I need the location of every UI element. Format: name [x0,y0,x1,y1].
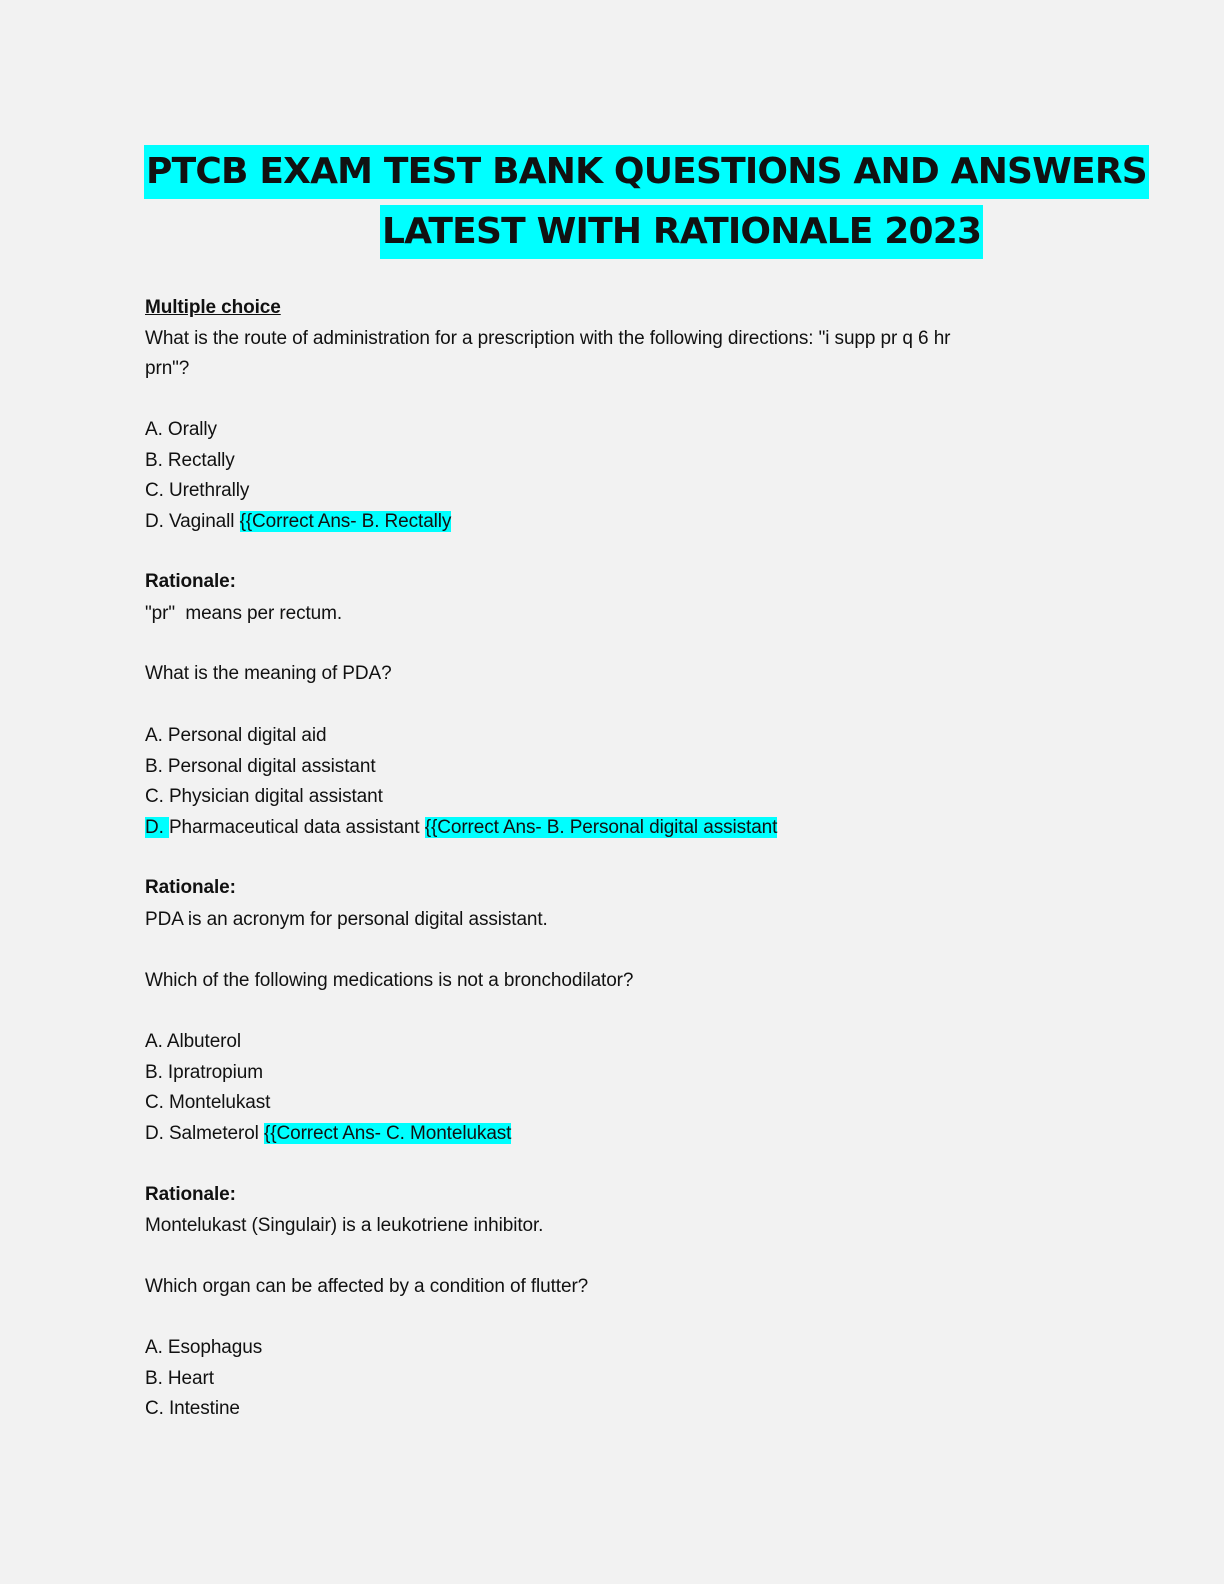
q1-option-c: C. Urethrally [145,480,250,501]
q4-option-a: A. Esophagus [145,1337,263,1358]
q1-option-a: A. Orally [145,419,217,440]
q3-correct-answer: {{Correct Ans- C. Montelukast [263,1123,512,1144]
q3-option-b: B. Ipratropium [145,1062,263,1083]
q3-text: Which of the following medications is not a bronchodilator? [145,970,634,991]
q2-option-d-line [145,816,777,840]
q4-option-b: B. Heart [145,1368,214,1389]
q2-rationale-label: Rationale: [145,877,236,898]
q2-option-d: Pharmaceutical data assistant [168,817,420,838]
q1-rationale: "pr" means per rectum. [145,603,343,624]
q1-option-b: B. Rectally [145,450,235,471]
q2-option-d-prefix: D. [145,817,169,838]
q4-text: Which organ can be affected by a condition of flutter? [145,1276,589,1297]
q2-correct-answer: {{Correct Ans- B. Personal digital assistant [424,817,778,838]
q1-text-line1: What is the route of administration for a prescription with the following directions: "i supp pr q 6 hr [145,328,951,349]
q1-option-d: D. Vaginall [145,511,235,532]
q3-rationale: Montelukast (Singulair) is a leukotriene inhibitor. [145,1215,544,1236]
q2-option-c: C. Physician digital assistant [145,786,383,807]
q4-option-c: C. Intestine [145,1398,240,1419]
q2-rationale: PDA is an acronym for personal digital assistant. [145,909,548,930]
q2-option-b: B. Personal digital assistant [145,756,376,777]
q3-option-d: D. Salmeterol [145,1123,259,1144]
title-line-1: PTCB EXAM TEST BANK QUESTIONS AND ANSWERS [144,145,1149,199]
q1-text-line2: prn"? [145,358,190,379]
q1-correct-answer: {{Correct Ans- B. Rectally [239,511,452,532]
q3-rationale-label: Rationale: [145,1184,236,1205]
title-line-2: LATEST WITH RATIONALE 2023 [380,205,983,259]
q3-option-c: C. Montelukast [145,1092,271,1113]
section-heading: Multiple choice [145,297,281,318]
q1-rationale-label: Rationale: [145,571,236,592]
q3-option-a: A. Albuterol [145,1031,241,1052]
q2-option-a: A. Personal digital aid [145,725,327,746]
q3-option-d-line [145,1122,511,1146]
q2-text: What is the meaning of PDA? [145,663,392,684]
q1-option-d-line [145,510,451,534]
